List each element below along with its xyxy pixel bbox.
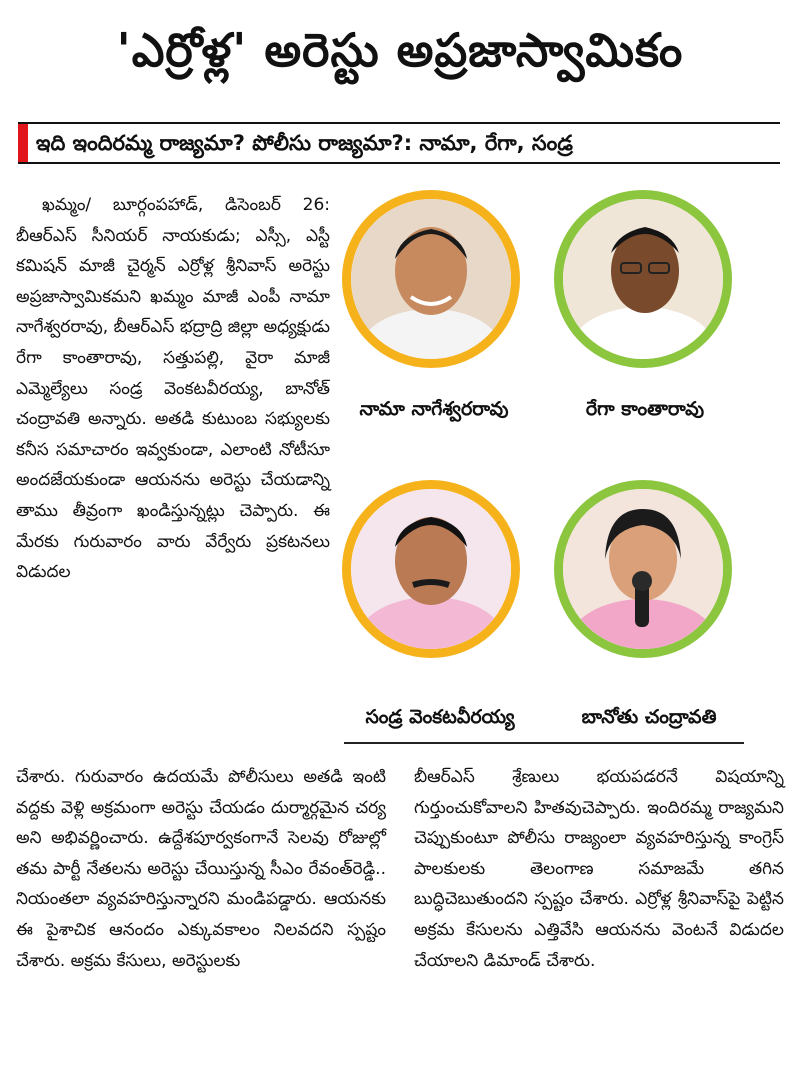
article-paragraph-1: ఖమ్మం/ బూర్గంపహాడ్, డిసెంబర్ 26: బీఆర్ఎస్ సీనియర్ నాయకుడు; ఎస్సీ, ఎస్టీ కమిషన్ మాజీ చైర్మన్ ఎర్రోళ్ల శ్రీనివాస్ అరెస్టు అప్రజాస్వామికమని ఖమ్మం మాజీ ఎంపీ నామా నాగేశ్వరరావు, బీఆర్ఎస్ భద్రాద్రి జిల్లా అధ్యక్షుడు రేగా కాంతారావు, సత్తుపల్లి, వైరా మాజీ ఎమ్మెల్యేలు సండ్ర వెంకటవీరయ్య, బానోత్ చంద్రావతి అన్నారు. అతడి కుటుంబ సభ్యులకు కనీస సమాచారం ఇవ్వకుండా, ఎలాంటి నోటీసూ అందజేయకుండా ఆయనను అరెస్టు చేయడాన్ని తాము తీవ్రంగా ఖండిస్తున్నట్లు చెప్పారు. ఈ మేరకు గురువారం వారు వేర్వేరు ప్రకటనలు విడుదల <box>16 195 330 583</box>
article-column-1 <box>16 190 330 588</box>
article-column-2 <box>16 762 386 976</box>
person-photo-icon <box>563 489 723 649</box>
person-photo-icon <box>351 489 511 649</box>
photo-nama <box>342 190 520 368</box>
subheadline: ఇది ఇందిరమ్మ రాజ్యమా? పోలీసు రాజ్యమా?: నామా, రేగా, సండ్ర <box>36 131 573 155</box>
headline: 'ఎర్రోళ్ల' అరెస్టు అప్రజాస్వామికం <box>116 23 684 77</box>
photo-rega <box>554 190 732 368</box>
article-column-3 <box>414 762 784 976</box>
photo-chandravathi <box>554 480 732 658</box>
photo-caption-4: బానోతు చంద్రావతి <box>581 706 717 728</box>
person-photo-icon <box>351 199 511 359</box>
photo-sandra <box>342 480 520 658</box>
photo-caption-2: రేగా కాంతారావు <box>585 398 705 420</box>
subheadline-bar <box>18 122 780 164</box>
person-photo-icon <box>563 199 723 359</box>
divider <box>344 742 744 744</box>
article-paragraph-2: చేశారు. గురువారం ఉదయమే పోలీసులు అతడి ఇంటి వద్దకు వెళ్లి అక్రమంగా అరెస్టు చేయడం దుర్మార్గమైన చర్య అని అభివర్ణించారు. ఉద్దేశపూర్వకంగానే సెలవు రోజుల్లో తమ పార్టీ నేతలను అరెస్టు చేయిస్తున్న సీఎం రేవంత్‌రెడ్డి.. నియంతలా వ్యవహరిస్తున్నారని మండిపడ్డారు. ఆయనకు ఈ పైశాచిక ఆనందం ఎక్కువకాలం నిలవదని స్పష్టం చేశారు. అక్రమ కేసులు, అరెస్టులకు <box>16 767 386 971</box>
article-paragraph-3: బీఆర్ఎస్ శ్రేణులు భయపడరనే విషయాన్ని గుర్తుంచుకోవాలని హితవుచెప్పారు. ఇందిరమ్మ రాజ్యమని చెప్పుకుంటూ పోలీసు రాజ్యంలా వ్యవహరిస్తున్న కాంగ్రెస్ పాలకులకు తెలంగాణ సమాజమే తగిన బుద్ధిచెబుతుందని స్పష్టం చేశారు. ఎర్రోళ్ల శ్రీనివాస్‌పై పెట్టిన అక్రమ కేసులను ఎత్తివేసి ఆయనను వెంటనే విడుదల చేయాలని డిమాండ్ చేశారు. <box>414 767 784 971</box>
photo-caption-3: సండ్ర వెంకటవీరయ్య <box>365 706 515 728</box>
photo-caption-1: నామా నాగేశ్వరరావు <box>359 398 509 420</box>
accent-bar <box>18 124 28 162</box>
